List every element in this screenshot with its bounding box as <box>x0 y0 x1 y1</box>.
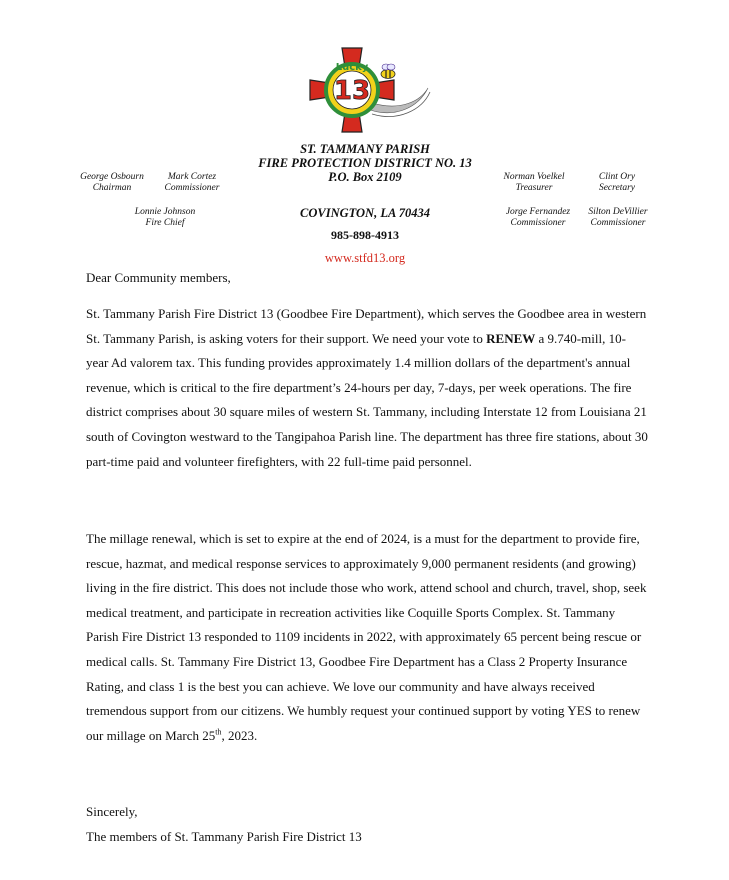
officer-title: Commissioner <box>510 218 566 228</box>
p2-superscript: th <box>215 727 222 737</box>
officer-title: Commissioner <box>590 218 646 228</box>
p1-text-after: a 9.740-mill, 10-year Ad valorem tax. This funding provides approximately 1.4 million dollars of the department's annual revenue, which is critical to the fire department’s 24-hours per day, 7-days, per week operations. The fire district comprises about 30 square miles of western St. Tammany, including Interstate 12 from Louisiana 21 south of Covington westward to the Tangipahoa Parish line. The department has three fire stations, about 30 part-time paid and volunteer firefighters, with 22 full-time paid personnel. <box>86 330 648 469</box>
phone-number: 985-898-4913 <box>331 228 399 242</box>
officer-name: Lonnie Johnson <box>134 207 196 217</box>
officer-title: Chairman <box>92 183 132 193</box>
officer-title: Fire Chief <box>145 218 185 228</box>
p1-bold-renew: RENEW <box>486 330 536 346</box>
paragraph-2 <box>86 527 648 748</box>
paragraph-1 <box>86 302 648 474</box>
org-name-line1: ST. TAMMANY PARISH <box>300 142 430 156</box>
po-box: P.O. Box 2109 <box>328 170 402 184</box>
signature: The members of St. Tammany Parish Fire District 13 <box>86 828 362 844</box>
officer-commissioner-1 <box>142 172 242 194</box>
greeting: Dear Community members, <box>86 270 231 285</box>
officer-title: Treasurer <box>515 183 553 193</box>
officer-name: Mark Cortez <box>167 172 217 182</box>
signature-block <box>86 800 648 849</box>
officer-name: Clint Ory <box>598 172 636 182</box>
officer-commissioner-3 <box>568 207 668 229</box>
website-link[interactable]: www.stfd13.org <box>324 251 406 265</box>
officer-name: Norman Voelkel <box>503 172 565 182</box>
org-name-line2: FIRE PROTECTION DISTRICT NO. 13 <box>258 156 472 170</box>
closing: Sincerely, <box>86 804 138 819</box>
officer-fire-chief <box>115 207 215 229</box>
officer-secretary <box>567 172 667 194</box>
officer-name: Silton DeVillier <box>588 207 648 217</box>
logo-text: Lucky <box>335 62 369 73</box>
fire-district-logo <box>300 40 432 136</box>
officer-name: George Osbourn <box>80 172 144 182</box>
officer-title: Commissioner <box>164 183 220 193</box>
p2-text-end: , 2023. <box>221 727 258 743</box>
officer-name: Jorge Fernandez <box>505 207 571 217</box>
officer-title: Secretary <box>598 183 636 193</box>
logo-number: 13 <box>333 76 371 106</box>
p2-text: The millage renewal, which is set to expire at the end of 2024, is a must for the department to provide fire, rescue, hazmat, and medical response services to approximately 9,000 permanent residents (and growing) living in the fire district. This does not include those who work, attend school and church, travel, shop, seek medical treatment, and participate in recreation activities like Coquille Sports Complex. St. Tammany Parish Fire District 13 responded to 1109 incidents in 2022, with approximately 65 percent being rescue or medical calls. St. Tammany Fire District 13, Goodbee Fire Department has a Class 2 Property Insurance Rating, and class 1 is the best you can achieve. We love our community and have always received tremendous support from our citizens. We humbly request your continued support by voting YES to renew our millage on March 25 <box>86 531 647 743</box>
p1-text-before: St. Tammany Parish Fire District 13 (Goodbee Fire Department), which serves the Goodbee area in western St. Tammany Parish, is asking voters for their support. We need your vote to <box>86 306 647 346</box>
city-address: COVINGTON, LA 70434 <box>300 206 430 220</box>
